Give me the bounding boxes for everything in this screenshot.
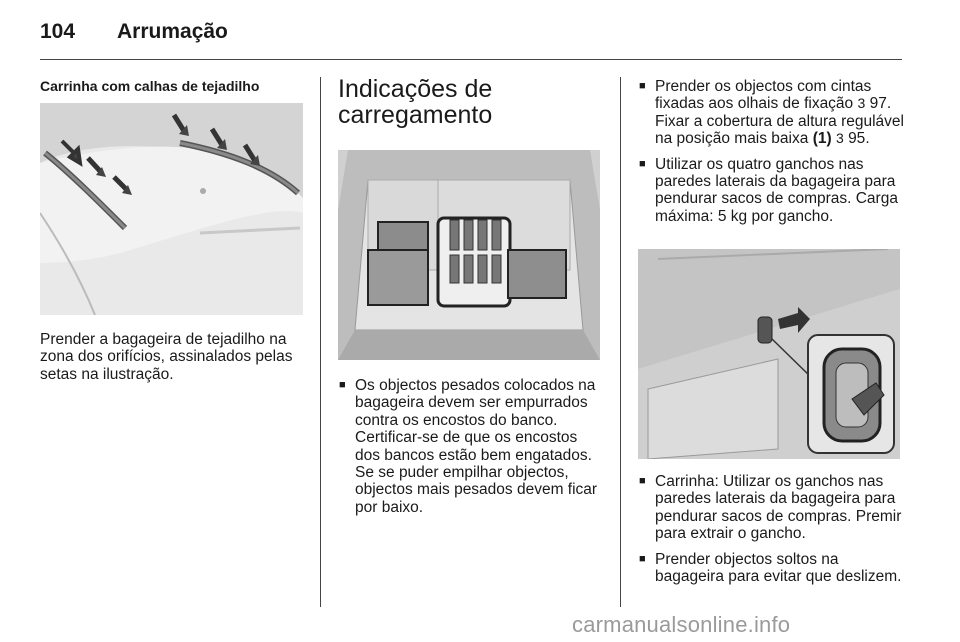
trunk-loading-illustration: [338, 150, 600, 360]
page-reference[interactable]: 97: [869, 95, 887, 113]
hook-drawing: [638, 249, 900, 459]
page-reference-icon: 3: [857, 95, 866, 112]
hook-instructions: [638, 473, 906, 593]
roof-rails-drawing: [40, 103, 303, 315]
roof-rails-illustration: [40, 103, 303, 315]
column-divider: [320, 77, 321, 607]
roof-rails-instructions: Prender a bagageira de tejadilho na zona dos orifícios, assinalados pelas setas na ilustração.: [40, 331, 293, 383]
section-heading-roof-rails: Carrinha com calhas de tejadilho: [40, 78, 260, 94]
page-title: Arrumação: [117, 20, 228, 43]
bullet-text: Fixar a cobertura de altura regulável na posição mais baixa: [655, 112, 904, 148]
page-reference-icon: 3: [835, 130, 844, 147]
watermark: carmanualsonline.info: [572, 612, 791, 637]
position-label: (1): [812, 130, 832, 148]
bullet-icon: ■: [639, 552, 646, 565]
loading-instructions: [338, 377, 606, 524]
bag-hook-illustration: [638, 249, 900, 459]
bullet-text: Utilizar os quatro ganchos nas paredes laterais da bagageira para pendurar sacos de compras. Carga máxima: 5 kg por gancho.: [655, 155, 898, 225]
page-number: 104: [40, 20, 76, 43]
column-divider: [620, 77, 621, 607]
securing-instructions: [638, 78, 906, 233]
list-item: [638, 473, 906, 543]
bullet-text: Carrinha: Utilizar os ganchos nas paredes laterais da bagageira para pendurar sacos de compras. Premir para extrair o gancho.: [655, 473, 902, 543]
list-item: [638, 156, 906, 226]
bullet-text: Os objectos pesados colocados na bagageira devem ser empurrados contra os encostos do banco. Certificar-se de que os encostos dos bancos estão bem engatados. Se se puder empilhar objectos, objectos mais pesados devem ficar por baixo.: [355, 377, 598, 516]
bullet-icon: ■: [639, 80, 646, 92]
heading-line: carregamento: [338, 101, 493, 129]
section-heading-loading: [338, 76, 608, 128]
list-item: [338, 377, 606, 516]
heading-line: Indicações de: [338, 75, 493, 103]
bullet-icon: ■: [639, 475, 646, 487]
bullet-icon: ■: [639, 157, 646, 170]
list-item: ■ Prender os objectos com cintas fixadas aos olhais de fixação 3 97. Fixar a cobertura de altura regulável na posição mais baixa (1) 3 95.: [639, 78, 904, 148]
page-reference[interactable]: 95: [848, 130, 866, 148]
bullet-icon: ■: [339, 379, 346, 391]
header-rule: [40, 59, 902, 60]
bullet-text: Prender os objectos com cintas fixadas aos olhais de fixação: [655, 78, 872, 113]
list-item: [638, 551, 906, 586]
trunk-drawing: [338, 150, 600, 360]
bullet-text: Prender objectos soltos na bagageira para evitar que deslizem.: [655, 550, 902, 586]
